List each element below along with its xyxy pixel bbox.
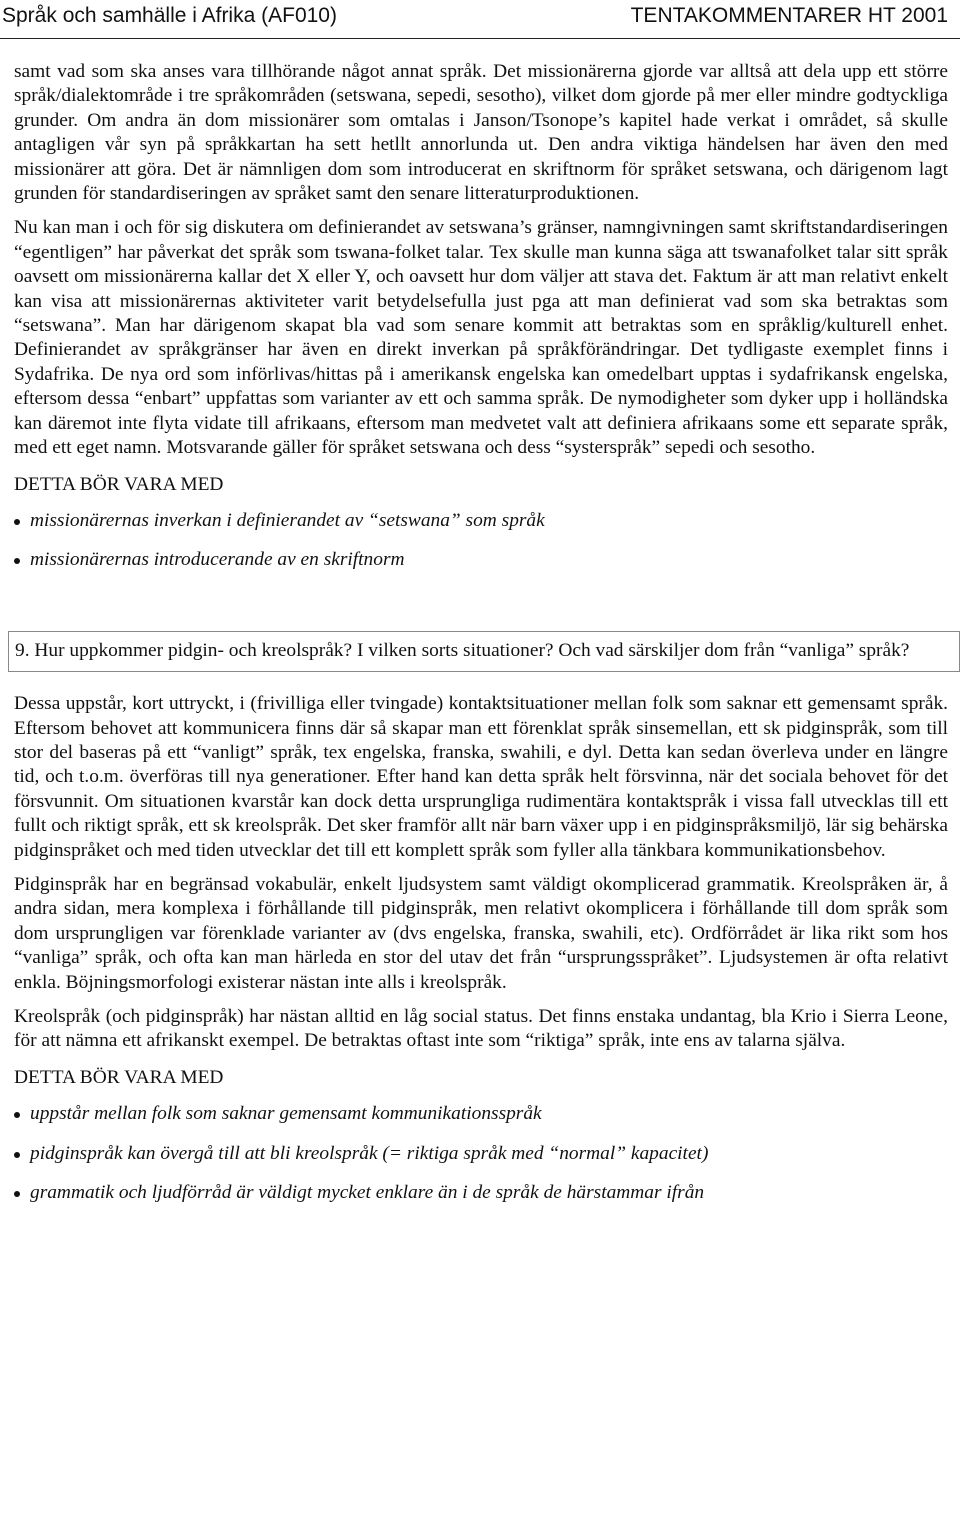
question-box	[8, 631, 960, 672]
paragraph: Dessa uppstår, kort uttryckt, i (frivilliga eller tvingade) kontaktsituationer mellan folk som saknar ett gemensamt språk. Eftersom behovet att kommunicera finns där så skapar man ett förenklat språk sinsemellan, ett sk pidginspråk, som till stor del baseras på ett “vanligt” språk, tex engelska, franska, swahili, e dyl. Detta kan sedan överleva under en längre tid, och t.o.m. överföras till nya generationer. Efter hand kan detta språk helt försvinna, när det sociala behovet för det försvunnit. Om situationen kvarstår kan dock detta ursprungliga rudimentära kontaktspråk i vissa fall utvecklas till ett fullt och riktigt språk, ett sk kreolspråk. Det sker framför allt när barn växer upp i en pidginspråksmiljö, lär sig behärska pidginspråket och med tiden utvecklar det till ett komplett språk som fyller alla tänkbara kommunikationsbehov.	[14, 693, 948, 861]
list-item: missionärernas inverkan i definierandet av “setswana” som språk	[14, 509, 948, 533]
header-divider	[0, 38, 960, 39]
section-heading: DETTA BÖR VARA MED	[14, 473, 224, 495]
list-item: pidginspråk kan övergå till att bli kreolspråk (= riktiga språk med “normal” kapacitet)	[14, 1142, 948, 1166]
bullet-icon	[14, 1112, 20, 1118]
list-item: uppstår mellan folk som saknar gemensamt kommunikationsspråk	[14, 1102, 948, 1126]
checklist	[14, 509, 948, 573]
paragraph: Pidginspråk har en begränsad vokabulär, enkelt ljudsystem samt väldigt okomplicerad grammatik. Kreolspråken är, å andra sidan, mera komplexa i förhållande till pidginspråk, men relativt okomplicera i förhållande till dom språk som dom ursprungligen var förenklade varianter av (dvs engelska, franska, swahili, etc). Ordförrådet är lika rikt som hos “vanliga” språk, och ofta kan man härleda en stor del utav det från “ursprungsspråket”. Ljudsystemen är ofta relativt enkla. Böjningsmorfologi existerar nästan inte alls i kreolspråk.	[14, 873, 948, 993]
checklist	[14, 1102, 948, 1205]
list-item: grammatik och ljudförråd är väldigt mycket enklare än i de språk de härstammar ifrån	[14, 1181, 948, 1205]
page-content	[14, 60, 948, 1220]
page-header	[0, 0, 960, 44]
bullet-icon	[14, 558, 20, 564]
bullet-icon	[14, 1152, 20, 1158]
bullet-icon	[14, 1191, 20, 1197]
document-title: TENTAKOMMENTARER HT 2001	[630, 4, 948, 27]
paragraph: Kreolspråk (och pidginspråk) har nästan alltid en låg social status. Det finns enstaka undantag, bla Krio i Sierra Leone, för att nämna ett afrikanskt exempel. De betraktas oftast inte som “riktiga” språk, inte ens av talarna själva.	[14, 1006, 948, 1052]
paragraph: Nu kan man i och för sig diskutera om definierandet av setswana’s gränser, namngivningen samt skriftstandardiseringen “egentligen” har påverkat det språk som tswana-folket talar. Tex skulle man kunna säga att tswanafolket talar sitt språk oavsett om missionärerna kallar det X eller Y, och oavsett hur dom väljer att stava det. Faktum är att man relativt enkelt kan visa att missionärernas aktiviteter varit betydelsefulla just pga att man definierat vad som ska betraktas som “setswana”. Man har därigenom skapat bla vad som senare kommit att betraktas som en språklig/kulturell enhet. Definierandet av språkgränser har även en direkt inverkan på språkförändringar. Det tydligaste exemplet finns i Sydafrika. De nya ord som införlivas/hittas på i amerikansk engelska kan omedelbart upptas i sydafrikansk engelska, eftersom dessa “enbart” uppfattas som varianter av ett och samma språk. De nymodigheter som dyker upp i holländska kan däremot inte flyta vidate till afrikaans, eftersom man medvetet valt att definiera afrikaans some ett separate språk, med ett eget namn. Motsvarande gäller för språket setswana och dess “systerspråk” sepedi och sesotho.	[14, 217, 948, 459]
bullet-icon	[14, 519, 20, 525]
paragraph: samt vad som ska anses vara tillhörande något annat språk. Det missionärerna gjorde var alltså att dela upp ett större språk/dialektområde i tre språkområden (setswana, sepedi, sesotho), vilket dom gjorde på mer eller mindre godtyckliga grunder. Om andra än dom missionärer som omtalas i Janson/Tsonope’s kapitel hade verkat i området, så skulle antagligen vår syn på språkkartan ha sett hetllt annorlunda ut. Den andra viktiga händelsen har även den med missionärer att göra. Det är nämnligen dom som introducerat en skriftnorm för språket setswana, och därigenom lagt grunden för standardiseringen av språket samt den senare litteraturproduktionen.	[14, 61, 948, 205]
list-item: missionärernas introducerande av en skriftnorm	[14, 548, 948, 572]
course-title: Språk och samhälle i Afrika (AF010)	[2, 4, 337, 27]
question-text: 9. Hur uppkommer pidgin- och kreolspråk? I vilken sorts situationer? Och vad särskiljer dom från “vanliga” språk?	[15, 639, 910, 661]
section-heading: DETTA BÖR VARA MED	[14, 1066, 224, 1088]
